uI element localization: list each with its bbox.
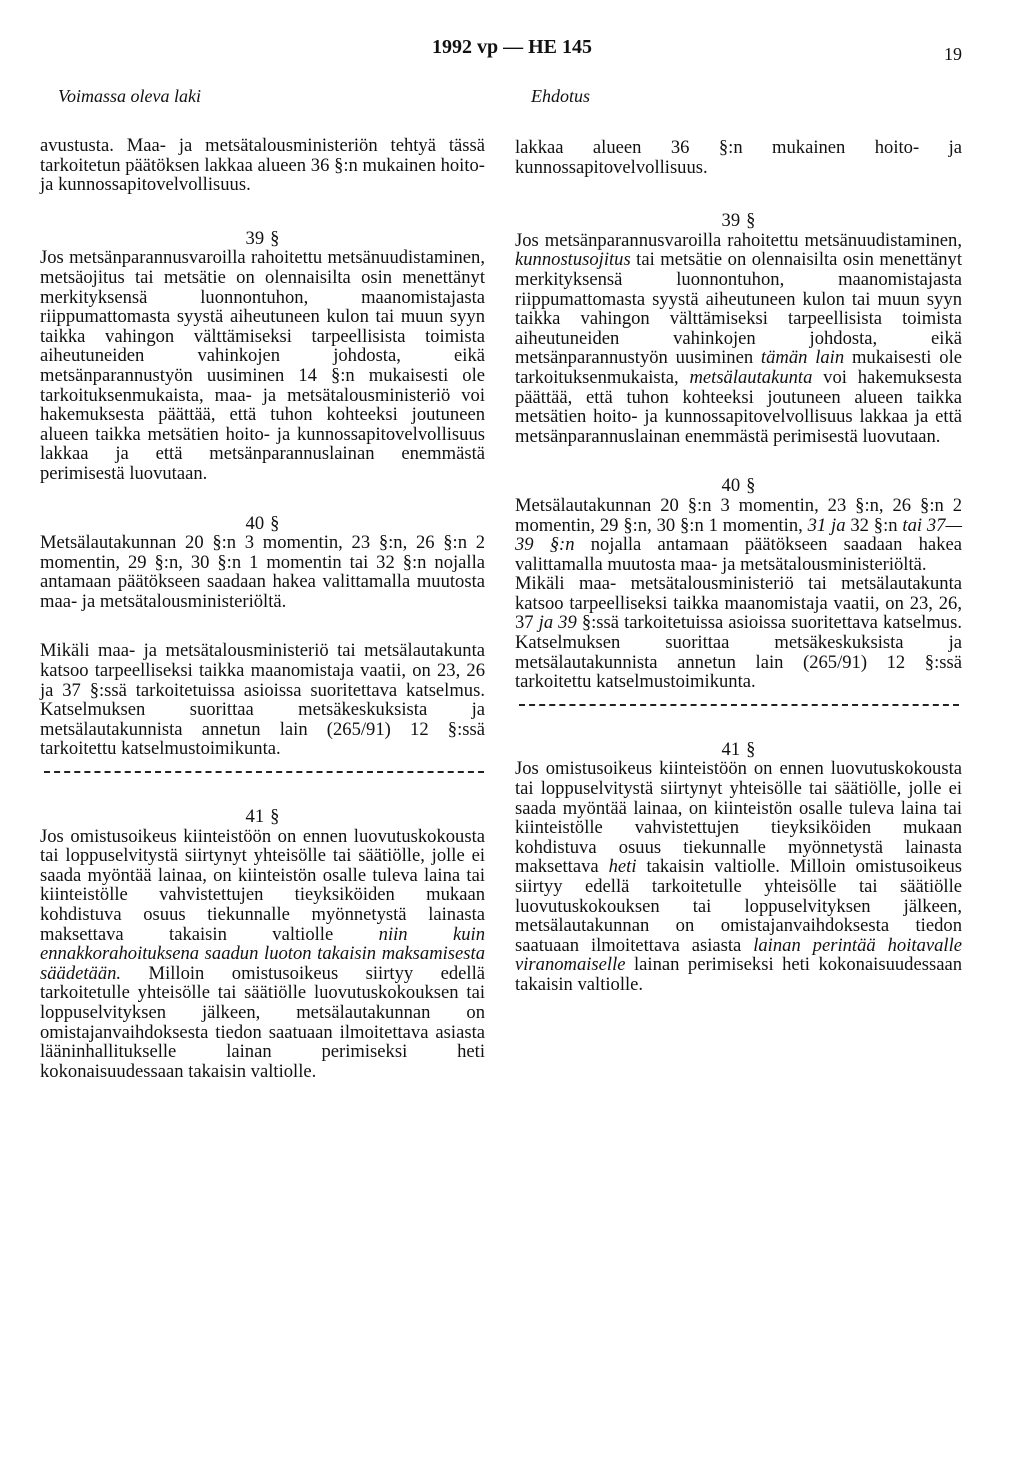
proposal-column xyxy=(515,138,962,995)
right-column-title: Ehdotus xyxy=(531,86,591,106)
left-column-title: Voimassa oleva laki xyxy=(58,86,201,106)
intro-paragraph: lakkaa alueen 36 §:n mukainen hoito- ja kunnossapitovelvollisuus. xyxy=(515,137,962,178)
section-39-text: Jos metsänparannusvaroilla rahoitettu metsänuudistaminen, metsäojitus tai metsätie on olennaisilta osin menettänyt merkityksensä luonnontuhon, maanomistajasta riippumattomasta syystä aiheutuneen kulon tai muun syyn taikka vahingon välttämiseksi tarpeellisista toimista aiheutuneiden vahinkojen johdosta, eikä metsänparannustyön uusiminen 14 §:n mukaisesti ole tarkoituksenmukaista, maa- ja metsätalousministeriö voi hakemuksesta päättää, että tuhon kohteeksi joutuneen alueen taikka metsätien hoito- ja kunnossapitovelvollisuus lakkaa ja että metsänparannuslainan enemmästä perimisestä luovutaan. xyxy=(40,247,485,484)
section-40-paragraph-2: Mikäli maa- ja metsätalousministeriö tai metsälautakunta katsoo tarpeelliseksi taikka maanomistaja vaatii, on 23, 26 ja 37 §:ssä tarkoitetuissa asioissa suoritettava katselmus. Katselmuksen suorittaa metsäkeskuksista ja metsälautakunnista annetun lain (265/91) 12 §:ssä tarkoitettu katselmustoimikunta. xyxy=(40,640,485,760)
section-41-heading: 41 § xyxy=(721,738,756,760)
section-40-paragraph-1: Metsälautakunnan 20 §:n 3 momentin, 23 §:n, 26 §:n 2 momentin, 29 §:n, 30 §:n 1 momentin tai 32 §:n nojalla antamaan päätökseen saadaan hakea valittamalla muutosta maa- ja metsätalousministeriöltä. xyxy=(40,532,485,612)
section-41-text: Jos omistusoikeus kiinteistöön on ennen luovutuskokousta tai loppuselvitystä siirtynyt yhteisölle tai säätiölle, jolle ei saada myöntää lainaa, on kiinteistön osalle tuleva laina tai kiinteistölle vahvistettujen tieyksiköiden mukaan kohdistuva osuus tiekunnalle myönnetystä lainasta maksettava takaisin valtiolle niin kuin ennakkorahoituksena saadun luoton takaisin maksamisesta säädetään. Milloin omistusoikeus siirtyy edellä tarkoitetulle yhteisölle tai säätiölle luovutuskokouksen tai loppuselvityksen jälkeen, metsälautakunnan on omistajanvaihdoksesta tiedon saatuaan ilmoitettava asiasta lääninhallitukselle lainan perimiseksi heti kokonaisuudessaan takaisin valtiolle. xyxy=(40,825,485,1082)
section-39-heading: 39 § xyxy=(721,210,756,232)
section-40-paragraph-1: Metsälautakunnan 20 §:n 3 momentin, 23 §:n, 26 §:n 2 momentin, 29 §:n, 30 §:n 1 momentin, 31 ja 32 §:n tai 37—39 §:n nojalla antamaan päätökseen saadaan hakea valittamalla muutosta maa- ja metsätalousministeriöltä. xyxy=(515,494,962,575)
intro-paragraph: avustusta. Maa- ja metsätalousministeriön tehtyä tässä tarkoitetun päätöksen lakkaa alueen 36 §:n mukainen hoito- ja kunnossapitovelvollisuus. xyxy=(40,135,485,196)
page-number: 19 xyxy=(944,44,962,64)
section-39-heading: 39 § xyxy=(245,227,280,249)
section-41-text: Jos omistusoikeus kiinteistöön on ennen luovutuskokousta tai loppuselvitystä siirtynyt yhteisölle tai säätiölle, jolle ei saada myöntää lainaa, on kiinteistön osalle tuleva laina tai kiinteistölle vahvistettujen tieyksiköiden mukaan kohdistuva osuus tiekunnalle myönnetystä lainasta maksettava heti takaisin valtiolle. Milloin omistusoikeus siirtyy edellä tarkoitetulle yhteisölle tai säätiölle luovutuskokouksen tai loppuselvityksen jälkeen, metsälautakunnan on omistajanvaihdoksesta tiedon saatuaan ilmoitettava asiasta lainan perintää hoitavalle viranomaiselle lainan perimiseksi heti kokonaisuudessaan takaisin valtiolle. xyxy=(515,758,962,995)
current-law-column xyxy=(40,136,485,1081)
section-40-heading: 40 § xyxy=(721,475,756,497)
section-39-text: Jos metsänparannusvaroilla rahoitettu metsänuudistaminen, kunnostusojitus tai metsätie on olennaisilta osin menettänyt merkityksensä luonnontuhon, maanomistajasta riippumattomasta syystä aiheutuneen kulon tai muun syyn taikka vahingon välttämiseksi tarpeellisista toimista aiheutuneiden vahinkojen johdosta, eikä metsänparannustyön uusiminen tämän lain mukaisesti ole tarkoituksenmukaista, metsälautakunta voi hakemuksesta päättää, että tuhon kohteeksi joutuneen alueen taikka metsätien hoito- ja kunnossapitovelvollisuus lakkaa ja että metsänparannuslainan enemmästä perimisestä luovutaan. xyxy=(515,229,962,447)
section-40-heading: 40 § xyxy=(245,512,280,534)
document-header: 1992 vp — HE 145 xyxy=(431,36,593,58)
section-41-heading: 41 § xyxy=(245,806,280,828)
section-40-paragraph-2: Mikäli maa- metsätalousministeriö tai metsälautakunta katsoo tarpeelliseksi taikka maanomistaja vaatii, on 23, 26, 37 ja 39 §:ssä tarkoitetuissa asioissa suoritettava katselmus. Katselmuksen suorittaa metsäkeskuksista ja metsälautakunnista annetun lain (265/91) 12 §:ssä tarkoitettu katselmustoimikunta. xyxy=(515,573,962,693)
